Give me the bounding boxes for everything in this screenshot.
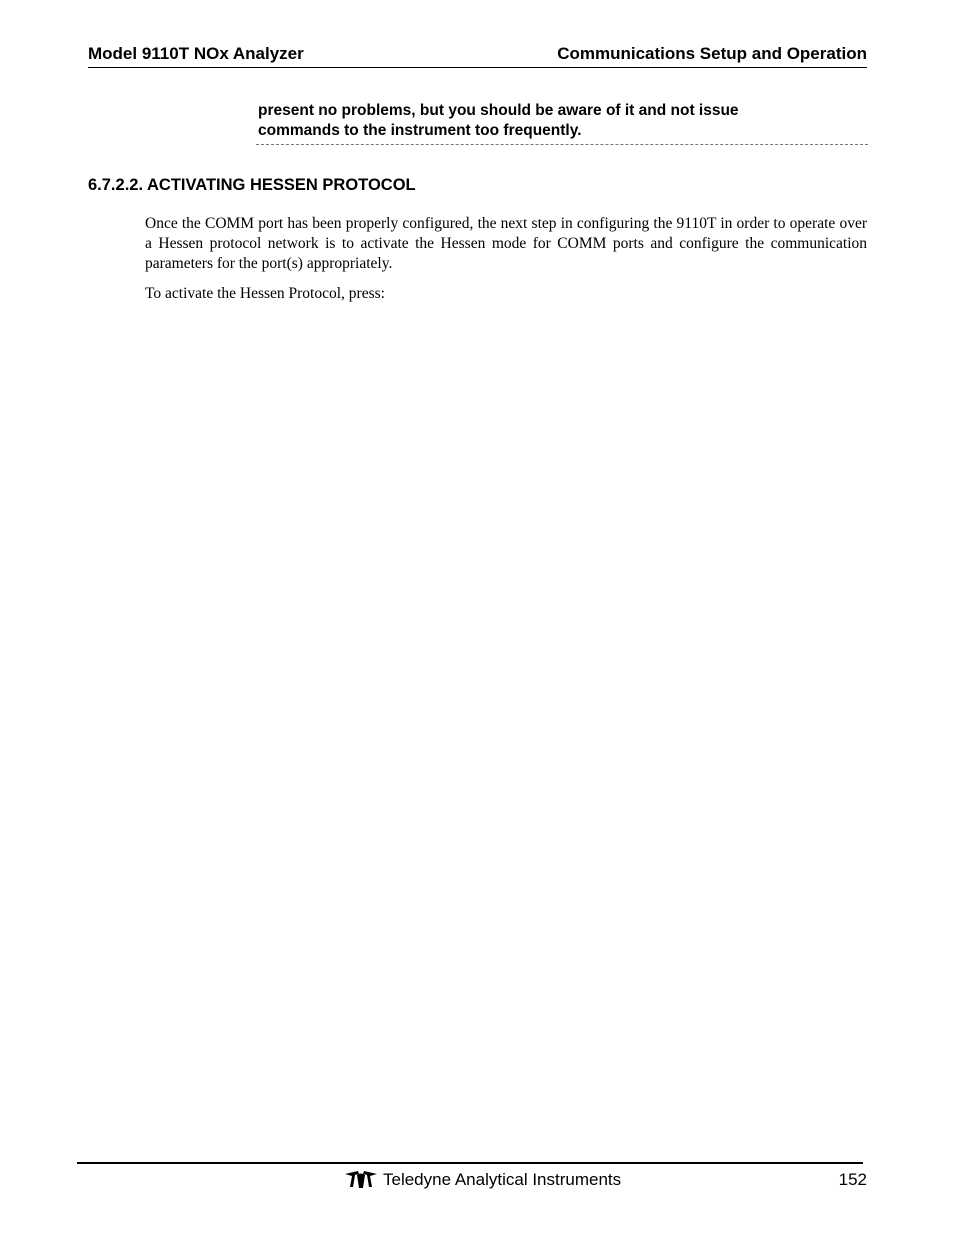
header-chapter-title: Communications Setup and Operation [557, 44, 867, 63]
page-number: 152 [838, 1170, 867, 1189]
header-model-title: Model 9110T NOx Analyzer [88, 44, 304, 63]
footer-brand [344, 1169, 621, 1191]
teledyne-logo-icon [344, 1169, 378, 1191]
note-line-2: commands to the instrument too frequently. [258, 122, 582, 139]
body-paragraph-2: To activate the Hessen Protocol, press: [145, 285, 385, 302]
footer-rule [77, 1162, 863, 1164]
note-dashed-rule [256, 144, 868, 145]
footer-brand-text: Teledyne Analytical Instruments [383, 1170, 622, 1189]
section-heading: 6.7.2.2. ACTIVATING HESSEN PROTOCOL [88, 176, 416, 194]
note-box [258, 101, 868, 141]
body-paragraph-1: Once the COMM port has been properly configured, the next step in configuring the 9110T in order to operate over a Hessen protocol network is to activate the Hessen mode for COMM ports and configure the communication parameters for the port(s) appropriately. [145, 215, 867, 272]
header-rule [88, 67, 867, 68]
note-line-1: present no problems, but you should be aware of it and not issue [258, 102, 739, 119]
